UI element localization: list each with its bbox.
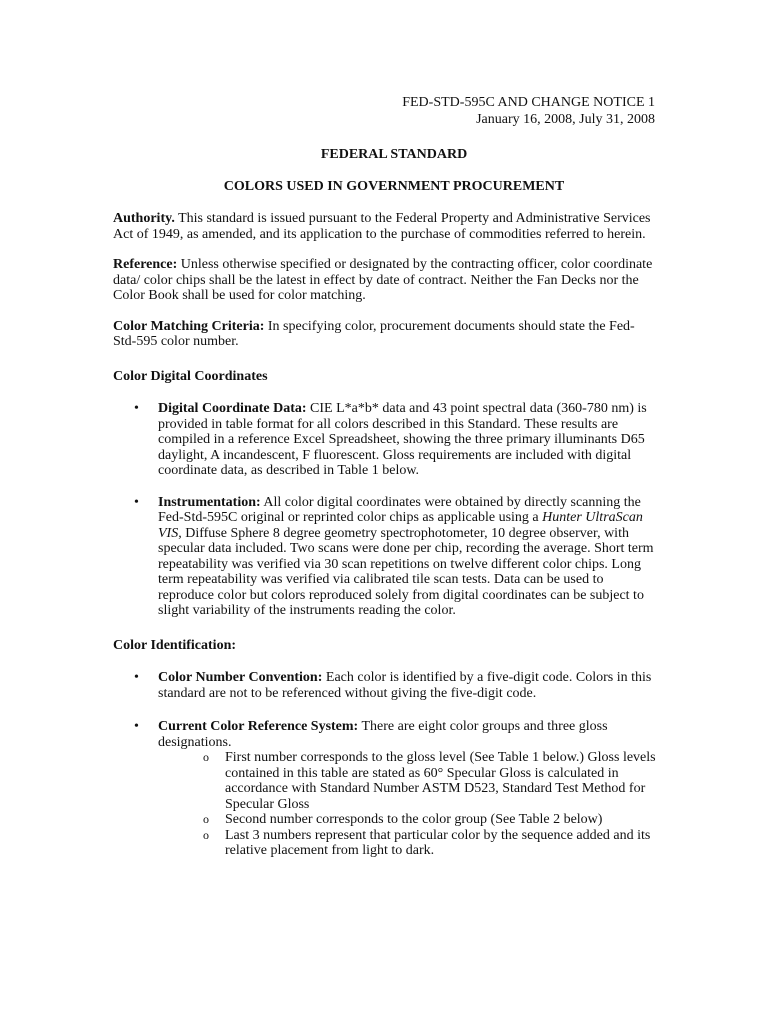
list-item [113,401,658,479]
authority-label: Authority. [113,211,175,226]
document-id-line: FED-STD-595C AND CHANGE NOTICE 1 [402,95,655,110]
instrument-name: Hunter UltraScan VIS [158,510,643,541]
document-subtitle: COLORS USED IN GOVERNMENT PROCUREMENT [223,179,565,194]
matching-criteria-text: In specifying color, procurement documents should state the Fed-Std-595 color number. [113,318,635,349]
digital-data-text: CIE L*a*b* data and 43 point spectral data (360-780 nm) is provided in table format for all colors described in this Standard. These results are compiled in a reference Excel Spreadsheet, showing the three primary illuminants D65 daylight, A incandescent, F fluorescent. Gloss requirements are included with digital coordinate data, as described in Table 1 below. [158,401,647,478]
matching-criteria-label: Color Matching Criteria: [113,318,265,334]
document-date-line: January 16, 2008, July 31, 2008 [476,112,655,127]
list-item [113,719,658,859]
number-convention-label: Color Number Convention: [158,670,323,685]
authority-text: This standard is issued pursuant to the Federal Property and Administrative Services Act of 1949, as amended, and its application to the purchase of commodities referred to herein. [113,211,651,242]
reference-label: Reference: [113,257,178,272]
instrumentation-text-after: , Diffuse Sphere 8 degree geometry spectrophotometer, 10 degree observer, with specular data included. Two scans were done per chip, recording the average. Short term repeatability was verified via 30 scan repetitions on twelve different color chips. Long term repeatability was verified via calibrated tile scan tests. Data can be used to reproduce color but colors reproduced solely from digital coordinates can be subject to slight variability of the instruments reading the color. [158,525,654,618]
digital-coordinates-heading: Color Digital Coordinates [113,368,268,384]
document-title: FEDERAL STANDARD [320,147,468,162]
number-convention-text: Each color is identified by a five-digit code. Colors in this standard are not to be referenced without giving the five-digit code. [158,670,652,701]
sub-list-item [158,750,658,812]
circle-bullet-icon: o [203,750,209,764]
reference-paragraph [113,257,658,304]
color-group-text: Second number corresponds to the color group (See Table 2 below) [225,812,603,827]
bullet-icon: • [134,670,139,685]
sub-list-item [158,828,658,859]
color-identification-heading: Color Identification: [113,637,237,653]
matching-criteria-paragraph [113,319,658,350]
sub-list-item [158,812,658,828]
circle-bullet-icon: o [203,827,209,842]
reference-system-sublist [158,750,658,859]
authority-paragraph [113,211,658,242]
bullet-icon: • [134,494,139,510]
list-item [113,495,658,619]
bullet-icon: • [134,719,139,734]
instrumentation-label: Instrumentation: [158,494,261,510]
sequence-number-text: Last 3 numbers represent that particular color by the sequence added and its relative placement from light to dark. [225,827,651,858]
reference-text: Unless otherwise specified or designated by the contracting officer, color coordinate data/ color chips shall be the latest in effect by date of contract. Neither the Fan Decks nor the Color Book shall be used for color matching. [113,257,653,303]
reference-system-text: There are eight color groups and three gloss designations. [158,719,608,750]
document-body [113,211,658,875]
list-item [113,670,658,701]
gloss-level-text: First number corresponds to the gloss level (See Table 1 below.) Gloss levels contained in this table are stated as 60° Specular Gloss is calculated in accordance with Standard Number ASTM D523, Standard Test Method for Specular Gloss [225,750,656,812]
color-identification-list [113,670,658,859]
instrumentation-text-before: All color digital coordinates were obtained by directly scanning the Fed-Std-595C original or reprinted color chips as applicable using a [158,494,641,525]
circle-bullet-icon: o [203,812,209,826]
bullet-icon: • [134,401,139,416]
digital-data-label: Digital Coordinate Data: [158,401,307,416]
reference-system-label: Current Color Reference System: [158,719,359,734]
digital-coordinates-list [113,401,658,619]
